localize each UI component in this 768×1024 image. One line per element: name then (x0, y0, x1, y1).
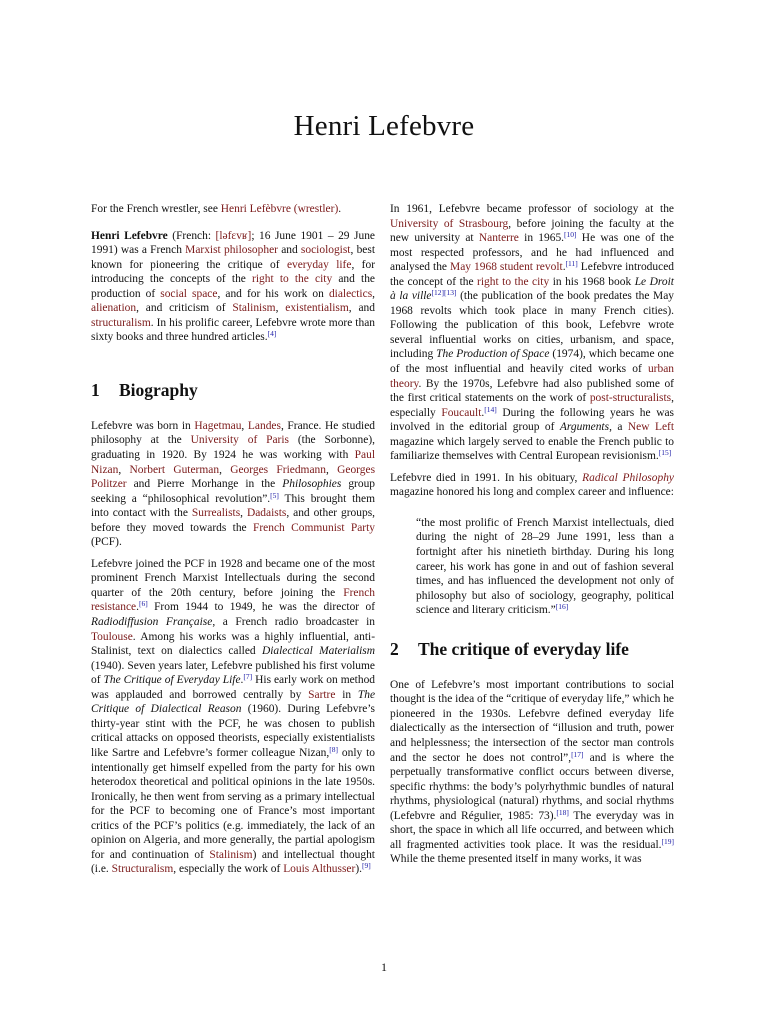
link-philosopher[interactable]: philosopher (223, 244, 278, 257)
link-post-structuralists[interactable]: post-structuralists (589, 392, 672, 405)
biography-paragraph-1: Lefebvre was born in Hagetmau, Landes, France. He studied philosophy at the University of Paris (the Sorbonne), graduating in 1920. By 1924 he was working with Paul Nizan, Norbert Guterman, Georges Friedmann, Georges Politzer and Pierre Morhange in the Philosophies group seeking a “philosophical revolution”.[5] This brought them into contact with the Surrealists, Dadaists, and other groups, before they moved towards the French Communist Party (PCF). (91, 419, 376, 549)
link-nanterre[interactable]: Nanterre (478, 232, 519, 245)
link-landes[interactable]: Landes (247, 419, 281, 432)
link-structuralism[interactable]: structuralism (91, 316, 151, 329)
link-georges-friedmann[interactable]: Georges Friedmann (230, 463, 326, 476)
link-existentialism[interactable]: existentialism (285, 302, 349, 315)
subject-name: Henri Lefebvre (91, 229, 168, 242)
biography-paragraph-2: Lefebvre joined the PCF in 1928 and became one of the most prominent French Marxist Intellectuals during the second quarter of the 20th century, before joining the French resistance.[6] From 1944 to 1949, he was the director of Radiodiffusion Française, a French radio broadcaster in Toulouse. Among his works was a highly influential, anti-Stalinist, text on dialectics called Dialectical Materialism (1940). Seven years later, Lefebvre published his first volume of The Critique of Everyday Life.[7] His early work on method was applauded and borrowed centrally by Sartre in The Critique of Dialectical Reason (1960). During Lefebvre’s thirty-year stint with the PCF, he was chosen to publish critical attacks on opposed theorists, especially existentialists like Sartre and Lefebvre’s former colleague Nizan,[8] only to intentionally get himself expelled from the party for his own heterodox theoretical and political opinions in the late 1950s. Ironically, he then went from serving as a primary intellectual for the PCF to becoming one of France’s most important critics of the PCF’s politics (e.g. immediately, the lack of an opinion on Algeria, and more generally, the partial apologism for and continuation of Stalinism) and intellectual thought (i.e. Structuralism, especially the work of Louis Althusser).[9] (91, 557, 376, 876)
link-dadaists[interactable]: Dadaists (246, 507, 287, 520)
link-urban-theory[interactable]: urban theory (390, 363, 674, 390)
link-university-of-paris[interactable]: University of Paris (190, 434, 289, 447)
link-norbert-guterman[interactable]: Norbert Guterman (129, 463, 220, 476)
page-title: Henri Lefebvre (293, 110, 475, 142)
link-hagetmau[interactable]: Hagetmau (194, 419, 242, 432)
link-right-to-the-city[interactable]: right to the city (252, 273, 333, 286)
link-ipa[interactable]: [ləfɛvʁ] (215, 229, 252, 242)
citation-8[interactable]: [8] (329, 744, 339, 754)
citation-7[interactable]: [7] (243, 672, 253, 682)
link-structuralism-2[interactable]: Structuralism (111, 863, 174, 876)
link-dialectics[interactable]: dialectics (328, 287, 373, 300)
link-georges-politzer[interactable]: Georges Politzer (91, 463, 376, 491)
citation-5[interactable]: [5] (270, 490, 279, 500)
critique-paragraph-1: One of Lefebvre’s most important contributions to social thought is the idea of the “critique of everyday life,” which he pioneered in the 1930s. Lefebvre defined everyday life dialectically as the intersection of “illusion and truth, power and helplessness; the intersection of the sector man controls and the sector he does not control”,[17] and is where the perpetually transformative conflict occurs between diverse, specific rhythms: the body’s polyrhythmic bundles of natural rhythms, physiological (natural) rhythms, and social rhythms (Lefebvre and Régulier, 1985: 73).[18] The everyday was in short, the space in which all life occurred, and between which all fragmented activities took place. It was the residual.[19] While the theme presented itself in many works, it was (390, 678, 674, 866)
lead-paragraph: Henri Lefebvre (French: [ləfɛvʁ]; 16 June 1901 – 29 June 1991) was a French Marxist philosopher and sociologist, best known for pioneering the critique of everyday life, for introducing the concepts of the right to the city and the production of social space, and for his work on dialectics, alienation, and criticism of Stalinism, existentialism, and structuralism. In his prolific career, Lefebvre wrote more than sixty books and three hundred articles.[4] (91, 229, 376, 344)
section-heading-biography: 1 Biography (91, 379, 198, 400)
link-sociologist[interactable]: sociologist (300, 244, 351, 257)
link-marxist[interactable]: Marxist (185, 244, 221, 257)
citation-4[interactable]: [4] (267, 329, 277, 339)
citation-18[interactable]: [18] (556, 807, 569, 817)
link-may-1968[interactable]: May 1968 student revolt (450, 261, 563, 274)
link-foucault[interactable]: Foucault (441, 406, 482, 419)
right-column (390, 202, 674, 874)
link-university-of-strasbourg[interactable]: University of Strasbourg (390, 217, 509, 230)
link-toulouse[interactable]: Toulouse (91, 630, 133, 643)
section-heading-critique: 2 The critique of everyday life (390, 638, 629, 659)
citation-14[interactable]: [14] (484, 404, 497, 414)
citation-15[interactable]: [15] (658, 448, 672, 458)
citation-6[interactable]: [6] (138, 599, 148, 609)
left-column (91, 202, 375, 884)
citation-16[interactable]: [16] (555, 602, 569, 612)
link-louis-althusser[interactable]: Louis Althusser (283, 863, 356, 876)
biography-paragraph-4: Lefebvre died in 1991. In his obituary, Radical Philosophy magazine honored his long and complex career and influence: (390, 471, 674, 499)
link-french-resistance[interactable]: French resistance (91, 586, 375, 614)
link-radical-philosophy[interactable]: Radical Philosophy (582, 471, 674, 484)
link-french-communist-party[interactable]: French Communist Party (253, 521, 375, 534)
biography-paragraph-3: In 1961, Lefebvre became professor of sociology at the University of Strasbourg, before joining the faculty at the new university at Nanterre in 1965.[10] He was one of the most respected professors, and he had influenced and analysed the May 1968 student revolt.[11] Lefebvre introduced the concept of the right to the city in his 1968 book Le Droit à la ville[12][13] (the publication of the book predates the May 1968 revolts which took place in many French cities). Following the publication of this book, Lefebvre wrote several influential works on cities, urbanism, and space, including The Production of Space (1974), which became one of the most influential and heavily cited works of urban theory. By the 1970s, Lefebvre had also published some of the first critical statements on the work of post-structuralists, especially Foucault.[14] During the following years he was involved in the editorial group of Arguments, a New Left magazine which largely served to enable the French public to familiarize themselves with Central European revisionism.[15] (390, 203, 675, 463)
page-number: 1 (381, 960, 387, 974)
link-stalinism-2[interactable]: Stalinism (209, 848, 253, 861)
citation-17[interactable]: [17] (571, 749, 584, 759)
link-social-space[interactable]: social space (160, 287, 218, 300)
link-alienation[interactable]: alienation (91, 302, 137, 315)
link-paul-nizan[interactable]: Paul Nizan (91, 449, 375, 476)
link-stalinism[interactable]: Stalinism (232, 302, 276, 315)
citation-9[interactable]: [9] (361, 861, 371, 871)
citation-11[interactable]: [11] (565, 259, 578, 269)
link-everyday-life[interactable]: everyday life (286, 258, 352, 271)
link-right-to-the-city-2[interactable]: right to the city (477, 275, 550, 288)
link-sartre[interactable]: Sartre (308, 688, 336, 701)
citation-19[interactable]: [19] (661, 836, 674, 846)
link-new-left[interactable]: New Left (627, 421, 675, 434)
link-henri-lefebvre-wrestler[interactable]: Henri Lefèbvre (wrestler) (220, 203, 339, 215)
hatnote: For the French wrestler, see Henri Lefèbvre (wrestler). (91, 203, 342, 215)
citation-10[interactable]: [10] (564, 230, 577, 240)
obituary-quote: “the most prolific of French Marxist intellectuals, died during the night of 28–29 June 1991, less than a fortnight after his ninetieth birthday. During his long career, his work has gone in and out of fashion several times, and has influenced the development not only of philosophy but also of sociology, geography, political science and literary criticism.”[16] (416, 516, 674, 617)
link-surrealists[interactable]: Surrealists (191, 507, 241, 520)
citation-12-13[interactable]: [12][13] (431, 288, 457, 298)
